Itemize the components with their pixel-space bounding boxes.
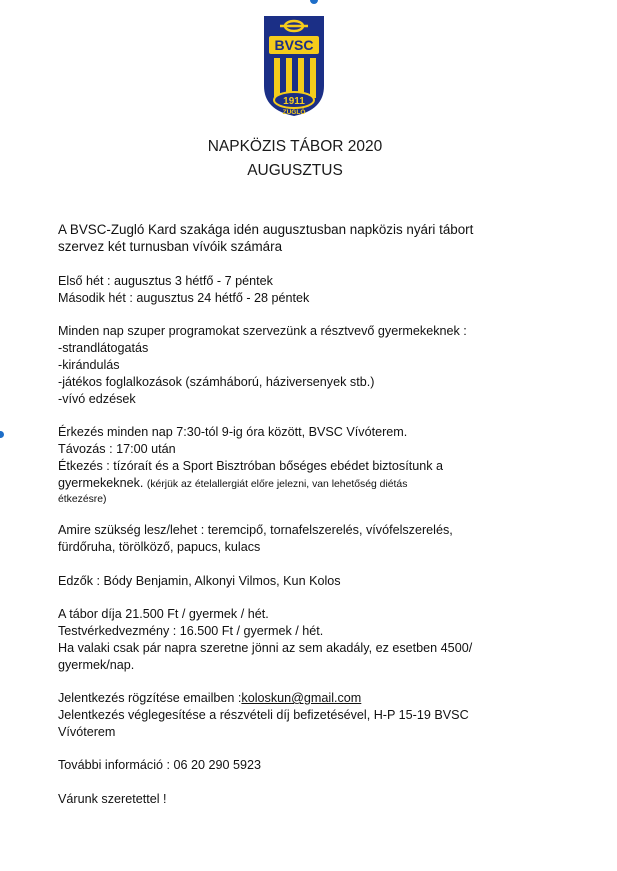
departure-text: Távozás : 17:00 után: [58, 442, 176, 456]
program-item: -játékos foglalkozások (számháború, háziversenyek stb.): [58, 375, 375, 389]
edge-marker-left: [0, 431, 4, 438]
meals-text-cont: [58, 475, 578, 492]
meals-text-2: gyermekeknek.: [58, 476, 144, 490]
week-2: Második hét : augusztus 24 hétfő - 28 péntek: [58, 291, 310, 305]
title-line1: NAPKÖZIS TÁBOR 2020: [207, 138, 383, 155]
fee-line: Testvérkedvezmény : 16.500 Ft / gyermek / hét.: [58, 624, 324, 638]
week-1: Első hét : augusztus 3 hétfő - 7 péntek: [58, 274, 273, 288]
logo-text: BVSC: [274, 37, 314, 53]
fee-line: A tábor díja 21.500 Ft / gyermek / hét.: [58, 607, 269, 621]
email-link[interactable]: koloskun@gmail.com: [241, 691, 362, 705]
fee-line: gyermek/nap.: [58, 658, 135, 672]
intro-line2: szervez két turnusban vívóik számára: [58, 239, 283, 254]
info-phone: További információ : 06 20 290 5923: [58, 758, 262, 772]
needs-line2: fürdőruha, törölköző, papucs, kulacs: [58, 540, 261, 554]
logo-subtitle: ZUGLÓ: [282, 109, 306, 116]
registration-finalize-1: Jelentkezés véglegesítése a részvételi díj befizetésével, H-P 15-19 BVSC: [58, 708, 469, 722]
program-lead: Minden nap szuper programokat szervezünk a résztvevő gyermekeknek :: [58, 324, 467, 338]
meals-text: Étkezés : tízóraít és a Sport Bisztróban bőséges ebédet biztosítunk a: [58, 459, 444, 473]
program-item: -vívó edzések: [58, 392, 136, 406]
bvsc-logo: [262, 14, 326, 118]
meals-note-2: étkezésre): [58, 494, 107, 505]
logo-year: 1911: [283, 96, 305, 107]
program-item: -strandlátogatás: [58, 341, 149, 355]
coaches-text: Edzők : Bódy Benjamin, Alkonyi Vilmos, Kun Kolos: [58, 574, 341, 588]
needs-line1: Amire szükség lesz/lehet : teremcipő, tornafelszerelés, vívófelszerelés,: [58, 523, 453, 537]
registration-email-prefix: Jelentkezés rögzítése emailben :: [58, 691, 242, 705]
program-item: -kirándulás: [58, 358, 120, 372]
closing-text: Várunk szeretettel !: [58, 792, 167, 806]
meals-note: (kérjük az ételallergiát előre jelezni, van lehetőség diétás: [146, 479, 408, 490]
intro-line1: A BVSC-Zugló Kard szakága idén augusztusban napközis nyári tábort: [58, 222, 474, 237]
fee-line: Ha valaki csak pár napra szeretne jönni az sem akadály, ez esetben 4500/: [58, 641, 473, 655]
registration-email-line: [58, 690, 578, 707]
arrival-text: Érkezés minden nap 7:30-tól 9-ig óra között, BVSC Vívóterem.: [58, 425, 408, 439]
registration-finalize-2: Vívóterem: [58, 725, 116, 739]
edge-marker-top: [310, 0, 318, 4]
title-line2: AUGUSZTUS: [247, 162, 343, 179]
